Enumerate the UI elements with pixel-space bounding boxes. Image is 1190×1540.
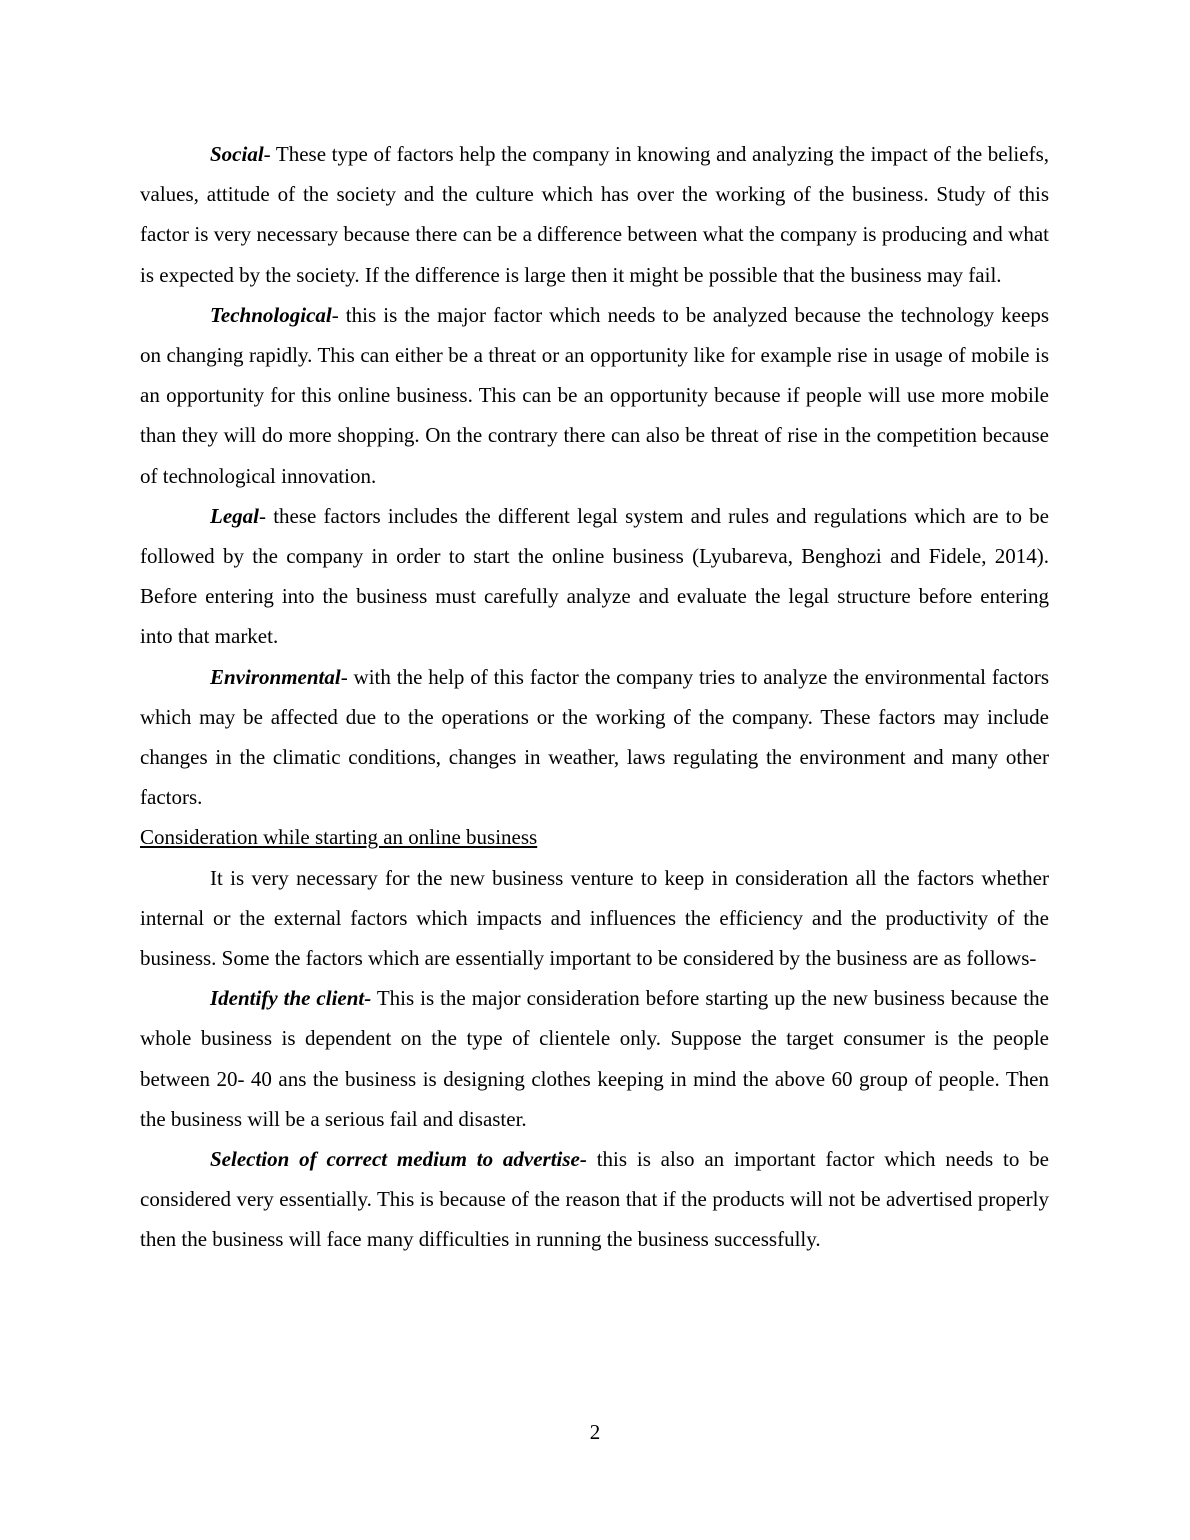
paragraph-text: This is the major consideration before starting up the new business because the whole business is dependent on the type of clientele only. Suppose the target consumer is the people between 20- 40 ans the business is designing clothes keeping in mind the above 60 group of people. Then the business will be a serious fail and disaster. bbox=[140, 986, 1049, 1131]
section-heading: Consideration while starting an online business bbox=[140, 825, 538, 850]
term-technological: Technological bbox=[210, 302, 332, 327]
paragraph-text: - these factors includes the different legal system and rules and regulations which are to be followed by the company in order to start the online business (Lyubareva, Benghozi and Fidele, 2014). Before entering into the business must carefully analyze and evaluate the legal structure before entering into that market. bbox=[140, 503, 1049, 649]
intro-paragraph: It is very necessary for the new business venture to keep in consideration all the factors whether internal or the external factors which impacts and influences the efficiency and the productivity of the business. Some the factors which are essentially important to be considered by the business are as follows- bbox=[140, 865, 1049, 971]
paragraph-text: - this is the major factor which needs to be analyzed because the technology keeps on changing rapidly. This can either be a threat or an opportunity like for example rise in usage of mobile is an opportunity for this online business. This can be an opportunity because if people will use more mobile than they will do more shopping. On the contrary there can also be threat of rise in the competition because of technological innovation. bbox=[140, 302, 1049, 488]
paragraph-social bbox=[140, 134, 1049, 295]
term-environmental: Environmental bbox=[210, 664, 341, 689]
term-social: Social bbox=[210, 142, 264, 166]
term-advertising-medium: Selection of correct medium to advertise- bbox=[210, 1147, 587, 1172]
paragraph-text: - These type of factors help the company in knowing and analyzing the impact of the beliefs, values, attitude of the society and the culture which has over the working of the business. Study of this factor is very necessary because there can be a difference between what the company is producing and what is expected by the society. If the difference is large then it might be possible that the business may fail. bbox=[140, 142, 1049, 287]
paragraph-text: - with the help of this factor the company tries to analyze the environmental factors which may be affected due to the operations or the working of the company. These factors may include changes in the climatic conditions, changes in weather, laws regulating the environment and many other factors. bbox=[140, 664, 1049, 810]
term-legal: Legal bbox=[210, 503, 259, 528]
document-body bbox=[140, 134, 1049, 1260]
paragraph-environmental bbox=[140, 657, 1049, 818]
paragraph-identify-client bbox=[140, 978, 1049, 1139]
paragraph-advertising-medium bbox=[140, 1139, 1049, 1260]
term-identify-client: Identify the client- bbox=[210, 986, 372, 1011]
paragraph-legal bbox=[140, 496, 1049, 657]
paragraph-technological bbox=[140, 295, 1049, 496]
page-number: 2 bbox=[589, 1420, 601, 1444]
paragraph-text: this is also an important factor which needs to be considered very essentially. This is because of the reason that if the products will not be advertised properly then the business will face many difficulties in running the business successfully. bbox=[140, 1147, 1049, 1252]
